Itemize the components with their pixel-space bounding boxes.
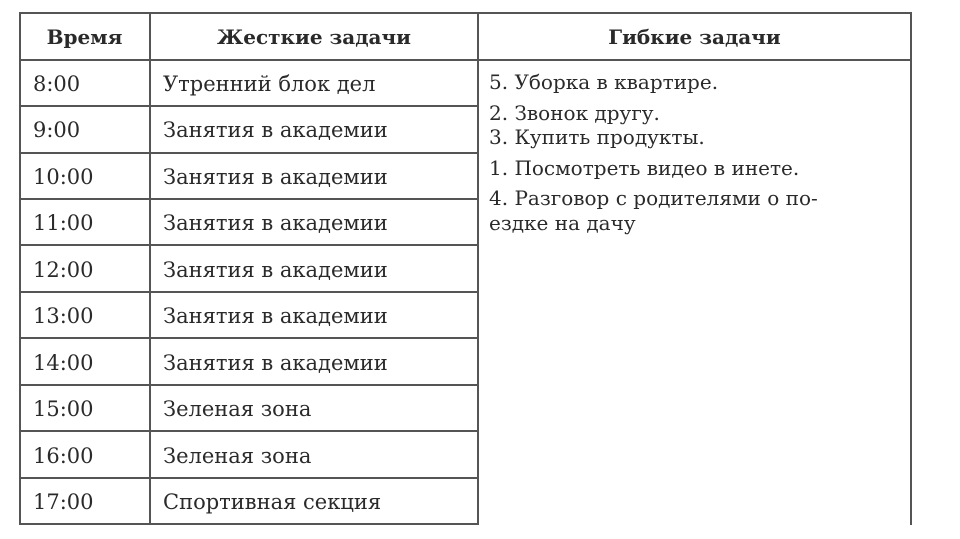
row-divider bbox=[19, 152, 479, 154]
hard-task-cell: Зеленая зона bbox=[163, 444, 312, 468]
row-divider bbox=[19, 105, 479, 107]
table-top-border bbox=[19, 12, 912, 14]
row-divider bbox=[19, 291, 479, 293]
hard-task-cell: Занятия в академии bbox=[163, 304, 388, 328]
header-flexible-tasks: Гибкие задачи bbox=[608, 25, 781, 49]
flexible-task-item-continuation: ездке на дачу bbox=[489, 210, 636, 235]
column-divider-1 bbox=[149, 12, 151, 525]
row-divider bbox=[19, 337, 479, 339]
flexible-task-item: 5. Уборка в квартире. bbox=[489, 70, 719, 94]
table-left-border bbox=[19, 12, 21, 525]
flexible-task-item: 3. Купить продукты. bbox=[489, 125, 705, 149]
time-cell: 17:00 bbox=[33, 490, 94, 514]
row-divider bbox=[19, 430, 479, 432]
row-divider bbox=[19, 244, 479, 246]
hard-task-cell: Занятия в академии bbox=[163, 211, 388, 235]
flexible-task-item: 4. Разговор с родителями о по- bbox=[489, 186, 818, 210]
flexible-task-item: 2. Звонок другу. bbox=[489, 100, 660, 125]
time-cell: 9:00 bbox=[33, 118, 81, 142]
time-cell: 15:00 bbox=[33, 397, 94, 421]
column-divider-2 bbox=[477, 12, 479, 525]
schedule-table bbox=[19, 12, 912, 525]
time-cell: 14:00 bbox=[33, 351, 94, 375]
time-cell: 10:00 bbox=[33, 165, 94, 189]
hard-task-cell: Утренний блок дел bbox=[163, 72, 376, 96]
flexible-task-list bbox=[489, 70, 889, 235]
time-cell: 8:00 bbox=[33, 72, 81, 96]
header-bottom-border bbox=[19, 59, 912, 61]
row-divider bbox=[19, 477, 479, 479]
table-right-border bbox=[910, 12, 912, 525]
flexible-task-item: 1. Посмотреть видео в инете. bbox=[489, 155, 800, 180]
hard-task-cell: Занятия в академии bbox=[163, 351, 388, 375]
header-hard-tasks: Жесткие задачи bbox=[217, 25, 411, 49]
hard-task-cell: Занятия в академии bbox=[163, 118, 388, 142]
row-divider bbox=[19, 198, 479, 200]
time-cell: 16:00 bbox=[33, 444, 94, 468]
time-cell: 11:00 bbox=[33, 211, 94, 235]
time-cell: 12:00 bbox=[33, 258, 94, 282]
row-divider bbox=[19, 384, 479, 386]
hard-task-cell: Спортивная секция bbox=[163, 490, 382, 514]
hard-task-cell: Занятия в академии bbox=[163, 165, 388, 189]
hard-task-cell: Занятия в академии bbox=[163, 258, 388, 282]
header-time: Время bbox=[46, 25, 123, 49]
table-bottom-border bbox=[19, 523, 479, 525]
hard-task-cell: Зеленая зона bbox=[163, 397, 312, 421]
time-cell: 13:00 bbox=[33, 304, 94, 328]
